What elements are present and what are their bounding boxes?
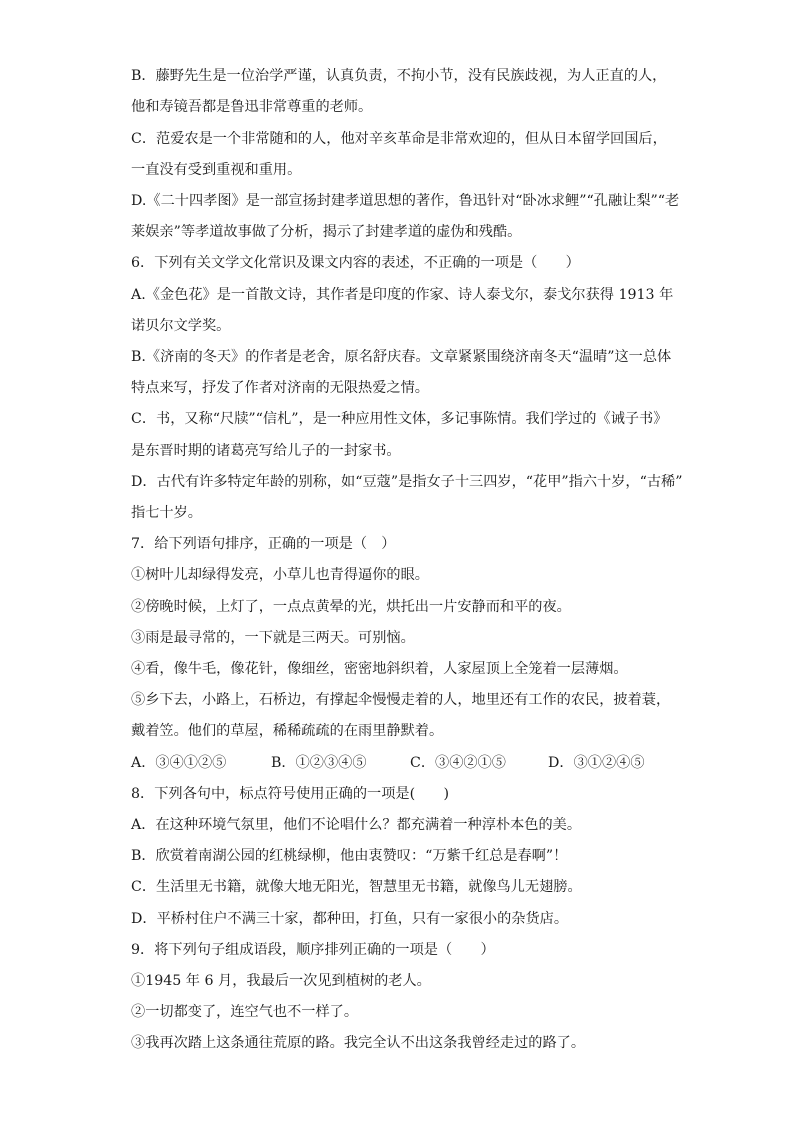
option-d: D．③①②④⑤ — [548, 755, 645, 771]
text-line: B.《济南的冬天》的作者是老舍，原名舒庆春。文章紧紧围绕济南冬天“温晴”这一总体 — [131, 349, 672, 365]
text-line: 戴着笠。他们的草屋，稀稀疏疏的在雨里静默着。 — [131, 723, 444, 739]
text-line: ②一切都变了，连空气也不一样了。 — [131, 1004, 359, 1020]
question-8-stem: 8．下列各句中，标点符号使用正确的一项是( ) — [131, 786, 450, 802]
question-7-options — [131, 753, 671, 773]
text-line: 一直没有受到重视和重用。 — [131, 162, 302, 178]
text-line: C．书，又称“尺牍”“信札”，是一种应用性文体，多记事陈情。我们学过的《诫子书》 — [131, 411, 668, 427]
text-line: ①树叶儿却绿得发亮，小草儿也青得逼你的眼。 — [131, 567, 429, 583]
text-line: D．古代有许多特定年龄的别称，如“豆蔻”是指女子十三四岁，“花甲”指六十岁，“古稀” — [131, 474, 683, 490]
question-7-stem: 7．给下列语句排序，正确的一项是（ ） — [131, 536, 396, 552]
text-line: ②傍晚时候，上灯了，一点点黄晕的光，烘托出一片安静而和平的夜。 — [131, 599, 571, 615]
text-line: D.《二十四孝图》是一部宣扬封建孝道思想的著作，鲁迅针对“卧冰求鲤”“孔融让梨”“老 — [131, 193, 680, 209]
option-a: A．③④①②⑤ — [131, 755, 227, 771]
text-line: 特点来写，抒发了作者对济南的无限热爱之情。 — [131, 380, 429, 396]
text-line: ①1945 年 6 月，我最后一次见到植树的老人。 — [131, 973, 431, 989]
text-line: C．生活里无书籍，就像大地无阳光，智慧里无书籍，就像鸟儿无翅膀。 — [131, 879, 582, 895]
text-line: 他和寿镜吾都是鲁迅非常尊重的老师。 — [131, 99, 373, 115]
text-line: ⑤乡下去，小路上，石桥边，有撑起伞慢慢走着的人，地里还有工作的农民，披着蓑， — [131, 692, 671, 708]
text-line: 莱娱亲”等孝道故事做了分析，揭示了封建孝道的虚伪和残酷。 — [131, 224, 522, 240]
text-line: B．藤野先生是一位治学严谨，认真负责，不拘小节，没有民族歧视，为人正直的人， — [131, 68, 667, 84]
text-line: A.《金色花》是一首散文诗，其作者是印度的作家、诗人泰戈尔，泰戈尔获得 1913 年 — [131, 287, 674, 303]
option-b: B．①②③④⑤ — [271, 755, 367, 771]
text-line: D．平桥村住户不满三十家，都种田，打鱼，只有一家很小的杂货店。 — [131, 911, 569, 927]
question-6-stem: 6．下列有关文学文化常识及课文内容的表述，不正确的一项是（ ） — [131, 255, 580, 271]
text-line: 诺贝尔文学奖。 — [131, 318, 231, 334]
text-line: 指七十岁。 — [131, 505, 202, 521]
text-line: C．范爱农是一个非常随和的人，他对辛亥革命是非常欢迎的，但从日本留学回国后， — [131, 131, 667, 147]
text-line: 是东晋时期的诸葛亮写给儿子的一封家书。 — [131, 443, 401, 459]
question-9-stem: 9．将下列句子组成语段，顺序排列正确的一项是（ ） — [131, 942, 495, 958]
text-line: ④看，像牛毛，像花针，像细丝，密密地斜织着，人家屋顶上全笼着一层薄烟。 — [131, 661, 628, 677]
text-line: ③我再次踏上这条通往荒原的路。我完全认不出这条我曾经走过的路了。 — [131, 1035, 586, 1051]
text-line: B．欣赏着南湖公园的红桃绿柳，他由衷赞叹：“万紫千红总是春啊”！ — [131, 848, 568, 864]
text-line: ③雨是最寻常的，一下就是三两天。可别恼。 — [131, 630, 415, 646]
option-c: C．③④②①⑤ — [410, 755, 506, 771]
text-line: A．在这种环境气氛里，他们不论唱什么？都充满着一种淳朴本色的美。 — [131, 817, 582, 833]
